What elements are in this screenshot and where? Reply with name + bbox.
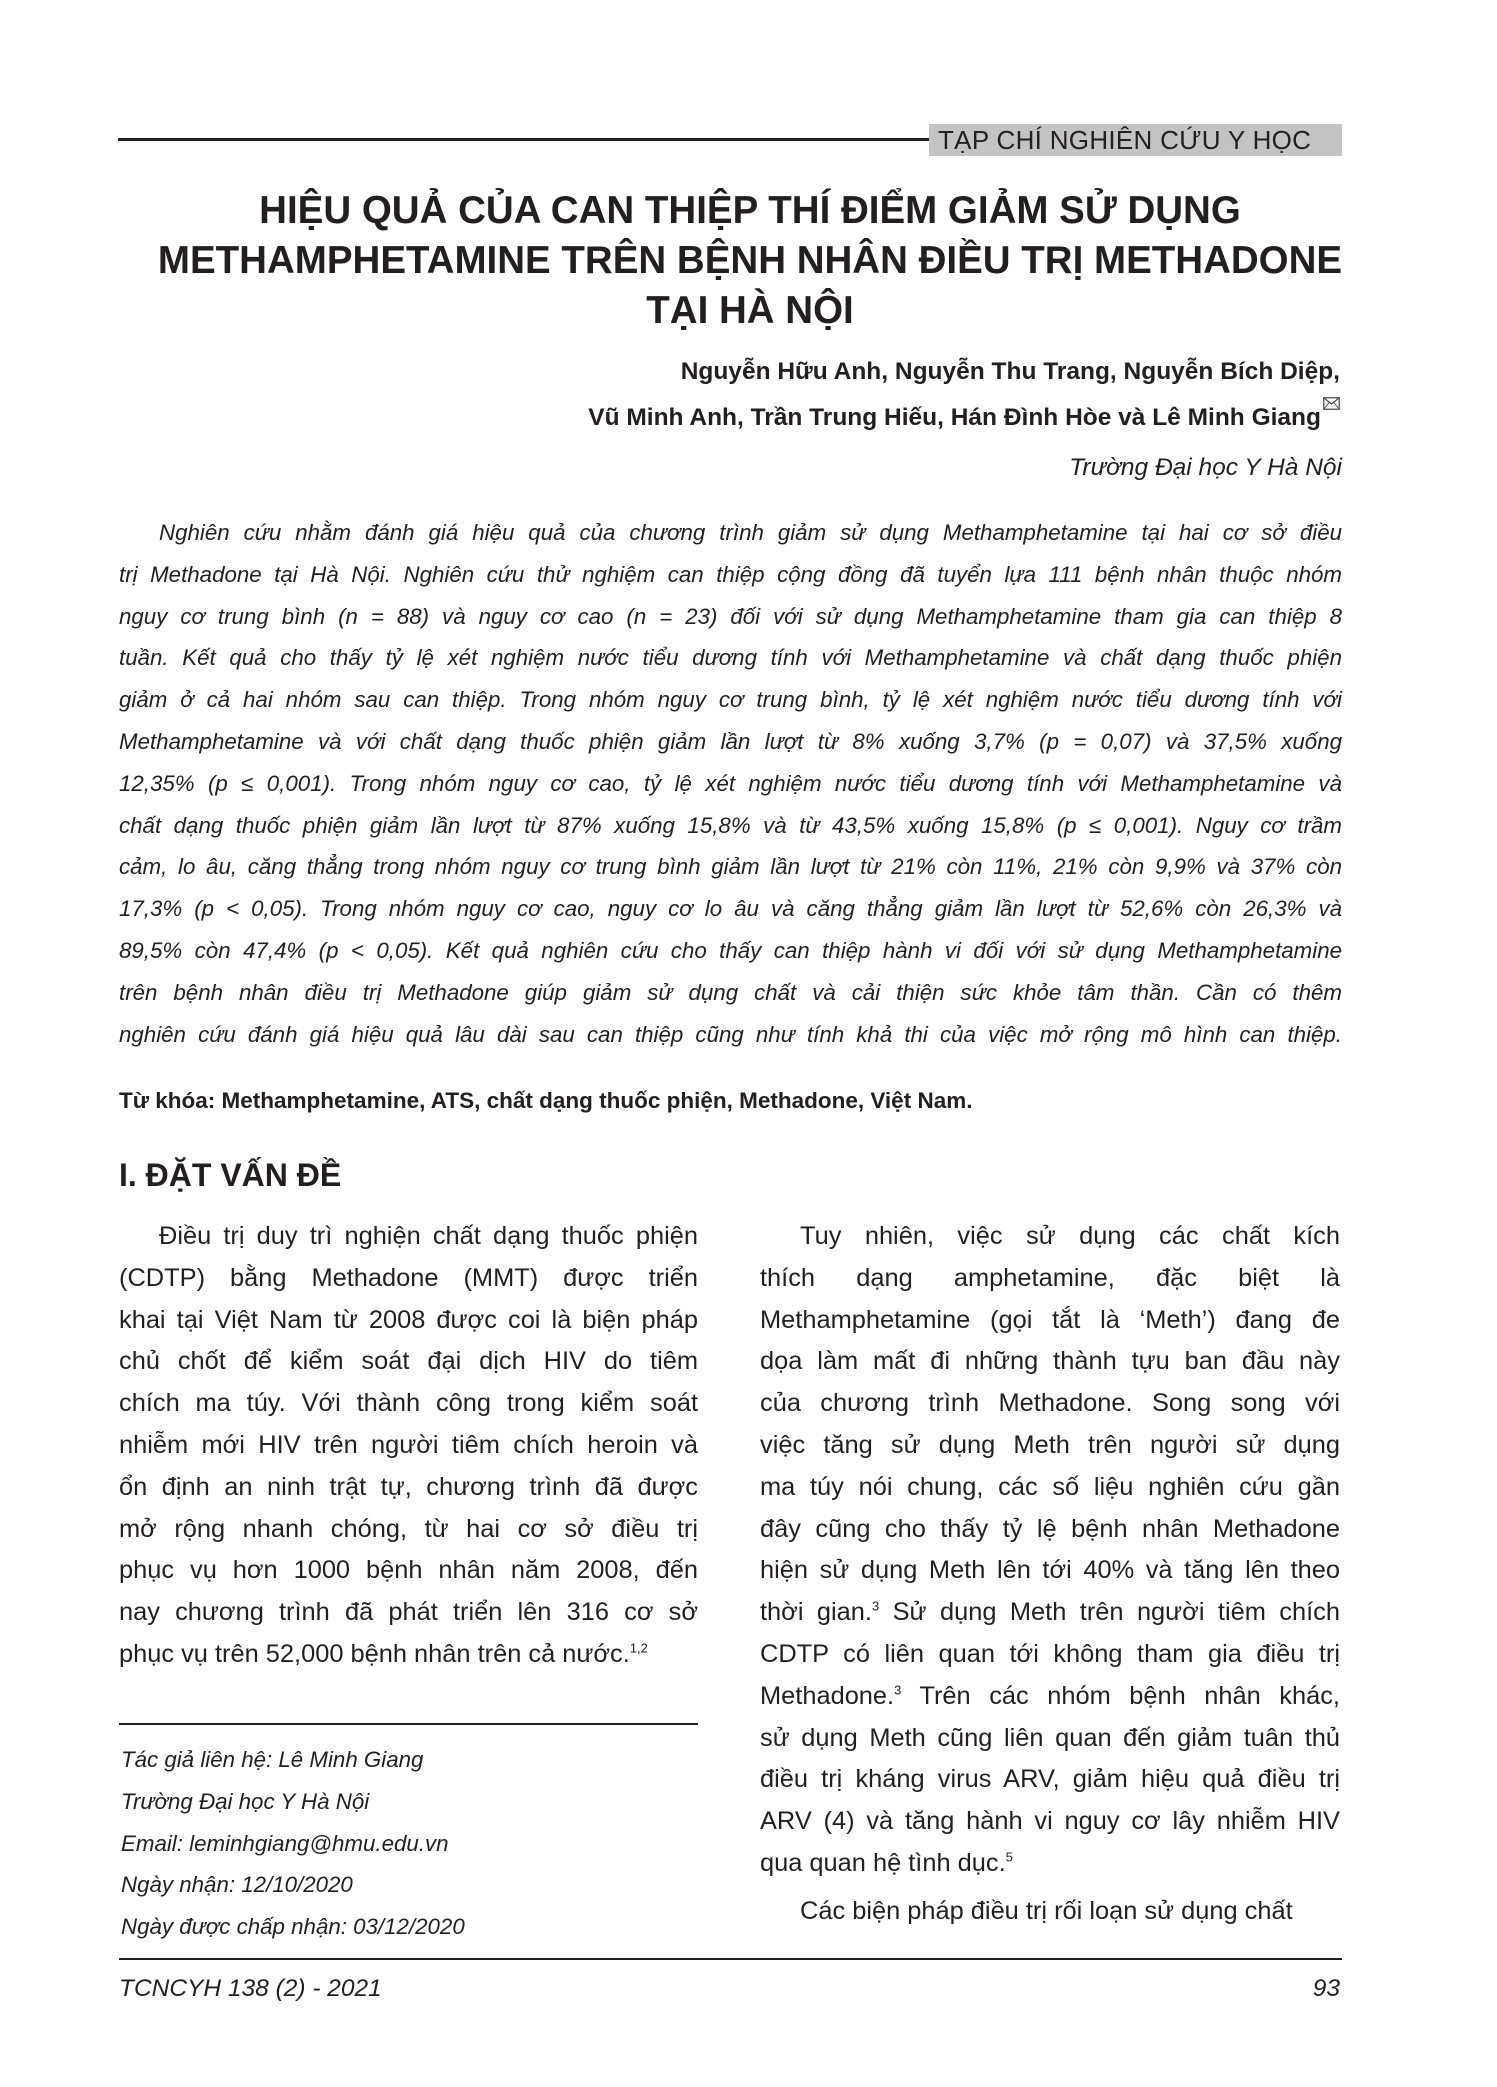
author-line-text: Vũ Minh Anh, Trần Trung Hiếu, Hán Đình Hòe và Lê Minh Giang — [588, 404, 1321, 431]
paragraph-line: chủ chốt để kiểm soát đại dịch HIV do tiêm — [119, 1347, 698, 1376]
paragraph-line: sử dụng Meth cũng liên quan đến giảm tuân thủ — [760, 1723, 1340, 1752]
paragraph-line: Tuy nhiên, việc sử dụng các chất kích — [800, 1222, 1340, 1250]
paragraph-line: của chương trình Methadone. Song song với — [760, 1389, 1340, 1418]
abstract-line: trên bệnh nhân điều trị Methadone giúp giảm sử dụng chất và cải thiện sức khỏe tâm thần. Cần có thêm — [119, 979, 1342, 1005]
paragraph-line — [760, 1592, 1340, 1634]
paragraph-line: phục vụ hơn 1000 bệnh nhân năm 2008, đến — [119, 1556, 698, 1585]
abstract-line: chất dạng thuốc phiện giảm lần lượt từ 87% xuống 15,8% và từ 43,5% xuống 15,8% (p ≤ 0,001). Nguy cơ trầm — [119, 812, 1342, 838]
paragraph-line — [760, 1676, 1340, 1718]
author-line — [588, 395, 1340, 441]
envelope-icon — [1323, 397, 1340, 410]
paragraph-line: hiện sử dụng Meth lên tới 40% và tăng lên theo — [760, 1556, 1340, 1585]
paragraph-line: điều trị kháng virus ARV, giảm hiệu quả điều trị — [760, 1765, 1340, 1794]
paragraph-line: Các biện pháp điều trị rối loạn sử dụng chất — [800, 1896, 1293, 1925]
footnote-rule — [119, 1723, 698, 1725]
left-column — [119, 1216, 698, 1676]
title-line: METHAMPHETAMINE TRÊN BỆNH NHÂN ĐIỀU TRỊ METHADONE — [157, 239, 1343, 282]
citation-ref: 1,2 — [629, 1640, 648, 1656]
abstract-line: tuần. Kết quả cho thấy tỷ lệ xét nghiệm nước tiểu dương tính với Methamphetamine và chất dạng thuốc phiện — [119, 645, 1342, 671]
paragraph-line: ổn định an ninh trật tự, chương trình đã được — [119, 1472, 698, 1501]
paragraph-line: thích dạng amphetamine, đặc biệt là — [760, 1263, 1340, 1292]
abstract-line: nghiên cứu đánh giá hiệu quả lâu dài sau can thiệp cũng như tính khả thi của việc mở rộng mô hình can thiệp. — [119, 1021, 1342, 1047]
correspondence-email: Email: leminhgiang@hmu.edu.vn — [121, 1830, 449, 1856]
correspondence-author: Tác giả liên hệ: Lê Minh Giang — [121, 1747, 424, 1772]
footer-rule — [119, 1958, 1342, 1960]
abstract-line: trị Methadone tại Hà Nội. Nghiên cứu thử nghiệm can thiệp cộng đồng đã tuyển lựa 111 bệnh nhân thuộc nhóm — [119, 561, 1342, 587]
paragraph-line — [760, 1843, 1340, 1885]
affiliation: Trường Đại học Y Hà Nội — [1069, 454, 1342, 481]
paragraph-line-text: phục vụ trên 52,000 bệnh nhân trên cả nước. — [119, 1639, 630, 1668]
paragraph-line: khai tại Việt Nam từ 2008 được coi là biện pháp — [119, 1305, 698, 1334]
abstract-line: 89,5% còn 47,4% (p < 0,05). Kết quả nghiên cứu cho thấy can thiệp hành vi đối với sử dụng Methamphetamine — [119, 937, 1342, 963]
author-line — [588, 349, 1340, 395]
paragraph-line: dọa làm mất đi những thành tựu ban đầu này — [760, 1347, 1340, 1376]
author-list — [588, 349, 1340, 441]
paragraph-line: chích ma túy. Với thành công trong kiểm soát — [119, 1389, 698, 1418]
paragraph-line: ARV (4) và tăng hành vi nguy cơ lây nhiễm HIV — [760, 1807, 1340, 1836]
abstract-line: Nghiên cứu nhằm đánh giá hiệu quả của chương trình giảm sử dụng Methamphetamine tại hai cơ sở điều — [159, 520, 1342, 545]
paragraph-line: việc tăng sử dụng Meth trên người sử dụng — [760, 1430, 1340, 1459]
author-line-text: Nguyễn Hữu Anh, Nguyễn Thu Trang, Nguyễn Bích Diệp, — [680, 358, 1340, 385]
citation-ref: 3 — [871, 1598, 880, 1614]
abstract-line: Methamphetamine và với chất dạng thuốc phiện giảm lần lượt từ 8% xuống 3,7% (p = 0,07) và 37,5% xuống — [119, 728, 1342, 754]
paragraph-line-text: qua quan hệ tình dục. — [760, 1848, 1006, 1877]
paragraph-line-text: Trên các nhóm bệnh nhân khác, — [901, 1681, 1340, 1710]
title-line: HIỆU QUẢ CỦA CAN THIỆP THÍ ĐIỂM GIẢM SỬ DỤNG — [259, 189, 1241, 232]
abstract-line: 12,35% (p ≤ 0,001). Trong nhóm nguy cơ cao, tỷ lệ xét nghiệm nước tiểu dương tính với Methamphetamine và — [119, 770, 1342, 796]
paragraph-line-text: Sử dụng Meth trên người tiêm chích — [879, 1598, 1340, 1627]
paragraph-line — [119, 1634, 698, 1676]
received-date: Ngày nhận: 12/10/2020 — [121, 1872, 353, 1898]
citation-ref: 5 — [1005, 1849, 1013, 1865]
paragraph-line: ma túy nói chung, các số liệu nghiên cứu gần — [760, 1472, 1340, 1501]
abstract-line: 17,3% (p < 0,05). Trong nhóm nguy cơ cao, nguy cơ lo âu và căng thẳng giảm lần lượt từ 52,6% còn 26,3% và — [119, 896, 1342, 922]
right-column — [760, 1216, 1340, 1933]
paragraph-line: đây cũng cho thấy tỷ lệ bệnh nhân Methadone — [760, 1514, 1340, 1543]
abstract-line: giảm ở cả hai nhóm sau can thiệp. Trong nhóm nguy cơ trung bình, tỷ lệ xét nghiệm nước tiểu dương tính với — [119, 687, 1342, 713]
abstract — [119, 512, 1342, 1055]
abstract-line: nguy cơ trung bình (n = 88) và nguy cơ cao (n = 23) đối với sử dụng Methamphetamine tham gia can thiệp 8 — [119, 603, 1342, 629]
paragraph-line-text: thời gian. — [760, 1598, 872, 1627]
accepted-date: Ngày được chấp nhận: 03/12/2020 — [121, 1914, 465, 1940]
correspondence-note — [121, 1739, 465, 1948]
citation-ref: 3 — [894, 1682, 902, 1698]
page-number: 93 — [1312, 1975, 1340, 2002]
journal-name: TẠP CHÍ NGHIÊN CỨU Y HỌC — [929, 124, 1342, 156]
paragraph-line-text: Methadone. — [760, 1681, 895, 1710]
article-title — [100, 186, 1400, 336]
paragraph-line: nhiễm mới HIV trên người tiêm chích heroin và — [119, 1430, 698, 1459]
correspondence-institution: Trường Đại học Y Hà Nội — [121, 1788, 370, 1814]
paragraph-line: CDTP có liên quan tới không tham gia điều trị — [760, 1639, 1340, 1668]
paragraph-line: Điều trị duy trì nghiện chất dạng thuốc phiện — [159, 1222, 698, 1250]
footer-citation: TCNCYH 138 (2) - 2021 — [119, 1975, 382, 2002]
header-rule — [118, 138, 938, 141]
paragraph-line: (CDTP) bằng Methadone (MMT) được triển — [119, 1263, 698, 1292]
abstract-line: cảm, lo âu, căng thẳng trong nhóm nguy cơ trung bình giảm lần lượt từ 21% còn 11%, 21% còn 9,9% và 37% còn — [119, 854, 1342, 880]
paragraph-line: nay chương trình đã phát triển lên 316 cơ sở — [119, 1598, 698, 1627]
paragraph-line: mở rộng nhanh chóng, từ hai cơ sở điều trị — [119, 1514, 698, 1543]
title-line: TẠI HÀ NỘI — [646, 289, 854, 332]
section-heading: I. ĐẶT VẤN ĐỀ — [119, 1157, 342, 1193]
keywords: Từ khóa: Methamphetamine, ATS, chất dạng thuốc phiện, Methadone, Việt Nam. — [119, 1088, 973, 1113]
paragraph-line: Methamphetamine (gọi tắt là ‘Meth’) đang đe — [760, 1305, 1340, 1334]
